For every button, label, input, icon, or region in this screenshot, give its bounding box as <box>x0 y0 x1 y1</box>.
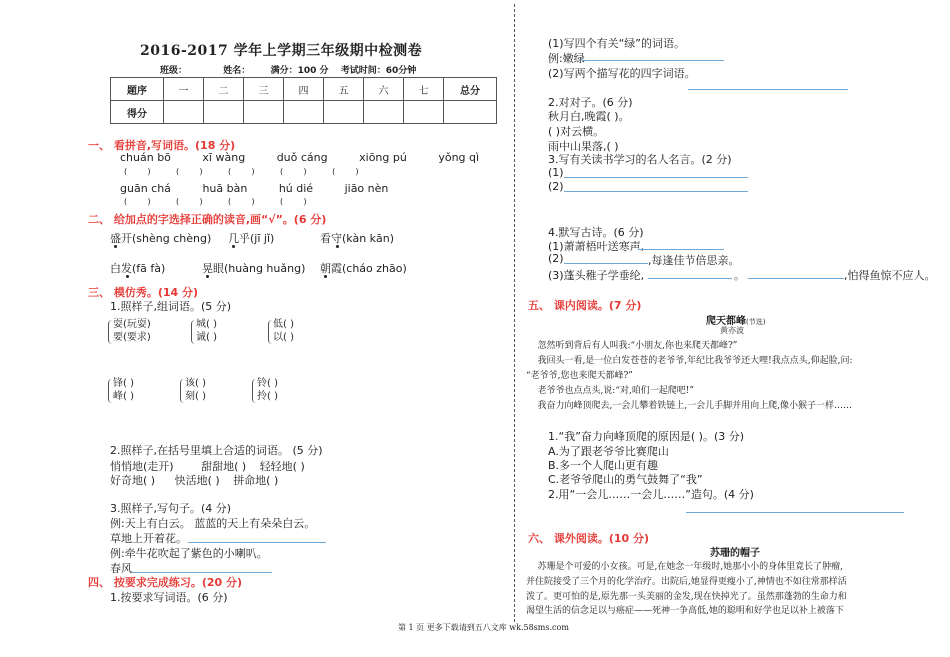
quote-1-label: (1) <box>548 166 564 179</box>
score-cell[interactable] <box>324 101 364 124</box>
name-label: 姓名： <box>223 66 251 76</box>
word-item[interactable]: 该( ) <box>185 378 206 389</box>
word-item[interactable]: 以( ) <box>273 332 294 343</box>
section-2-title: 二、 给加点的字选择正确的读音,画“√”。(6 分) <box>88 213 327 226</box>
answer-line[interactable] <box>748 278 844 279</box>
word-group[interactable] <box>185 377 206 403</box>
emphasis-dot <box>114 245 117 248</box>
score-header-cell: 二 <box>204 78 244 101</box>
poem-line-2-suffix: ,每逢佳节倍思亲。 <box>648 254 740 267</box>
score-table-header-row <box>111 78 497 101</box>
passage-1-title-text: 爬天都峰 <box>706 316 746 327</box>
section-6-title: 六、 课外阅读。(10 分) <box>528 532 650 545</box>
couplet-2[interactable]: ( )对云横。 <box>548 125 605 138</box>
quote-2-label: (2) <box>548 180 564 193</box>
q5-option-b[interactable]: B.多一个人爬山更有趣 <box>548 459 659 472</box>
couplet-3[interactable]: 雨中山果落,( ) <box>548 140 619 153</box>
poem-line-1: (1)萧萧梧叶送寒声, <box>548 240 645 253</box>
score-header-cell: 四 <box>284 78 324 101</box>
passage-1-author: 黄亦波 <box>720 326 744 335</box>
passage-2-line: 苏珊是个可爱的小女孩。可是,在她念一年级时,她那小小的身体里竟长了肿瘤, <box>526 562 844 572</box>
fill-item[interactable]: 快活地( ) <box>174 474 220 487</box>
passage-2-line: 渴望生活的信念足以与癌症——死神一争高低,她的聪明和好学也足以补上被落下 <box>526 606 844 616</box>
pinyin-word: yǒng qì <box>438 151 480 164</box>
score-table <box>110 77 497 124</box>
pinyin-word: jiāo nèn <box>344 182 389 195</box>
emphasis-dot <box>232 245 235 248</box>
answer-parens-row-1[interactable]: ( ) ( ) ( ) ( ) ( ) <box>124 167 359 176</box>
poem-line-3-mid: 。 <box>734 269 745 282</box>
passage-2-title: 苏珊的帽子 <box>710 548 760 559</box>
pinyin-word: huā bàn <box>202 182 248 195</box>
score-header-cell: 七 <box>404 78 444 101</box>
reading-choice-6[interactable]: 朝霞(cháo zhāo) <box>320 262 407 275</box>
answer-line[interactable] <box>564 191 748 192</box>
full-score-label: 满分：100 分 <box>270 66 329 76</box>
q4-2: 2.对对子。(6 分) <box>548 96 633 109</box>
emphasis-dot <box>336 245 339 248</box>
pinyin-word: guān chá <box>120 182 171 195</box>
pinyin-word: chuán bō <box>120 151 171 164</box>
score-header-cell: 五 <box>324 78 364 101</box>
page-footer: 第 1 页 更多下载请到五八文库 wk.58sms.com <box>398 623 569 632</box>
word-group[interactable] <box>273 318 294 344</box>
answer-line[interactable] <box>188 542 326 543</box>
example-sentence-2: 例:牵牛花吹起了紫色的小喇叭。 <box>110 547 268 560</box>
example-sentence-1: 例:天上有白云。 蓝蓝的天上有朵朵白云。 <box>110 517 316 530</box>
passage-1-line: 我回头一看,是一位白发苍苍的老爷爷,年纪比我爷爷还大哩!我点点头,仰起脸,问: <box>526 356 853 366</box>
section-5-title: 五、 课内阅读。(7 分) <box>528 299 642 312</box>
reading-choice-2[interactable]: 几乎(jī jǐ) <box>228 232 275 245</box>
sentence-prompt-1: 草地上开着花。 <box>110 532 187 545</box>
passage-2-line: 并住院接受了三个月的化学治疗。出院后,她显得更瘦小了,神情也不如往常那样活 <box>526 577 847 587</box>
score-header-cell: 一 <box>164 78 204 101</box>
word-item: 耍(玩耍) <box>113 319 151 330</box>
word-group <box>113 318 151 344</box>
score-cell[interactable] <box>204 101 244 124</box>
q5-1[interactable]: 1.“我”奋力向峰顶爬的原因是( )。(3 分) <box>548 430 745 443</box>
pinyin-word: duǒ cáng <box>276 151 328 164</box>
word-item[interactable]: 诚( ) <box>196 332 217 343</box>
answer-parens-row-2[interactable]: ( ) ( ) ( ) ( ) <box>124 197 307 206</box>
passage-1-note: (节选) <box>746 318 766 326</box>
pinyin-row-2 <box>120 182 388 195</box>
section-3-title: 三、 模仿秀。(14 分) <box>88 286 199 299</box>
q4-4: 4.默写古诗。(6 分) <box>548 226 644 239</box>
section-4-title: 四、 按要求完成练习。(20 分) <box>88 576 243 589</box>
word-group[interactable] <box>196 318 217 344</box>
passage-1-line: 我奋力向峰顶爬去,一会儿攀着铁链上,一会儿手脚并用向上爬,像小猴子一样…… <box>526 401 853 411</box>
question-3-1: 1.照样子,组词语。(5 分) <box>110 300 232 313</box>
passage-1-line: 忽然听到背后有人叫我:“小朋友,你也来爬天都峰?” <box>526 341 738 351</box>
q4-1-example: 例:嫩绿 <box>548 52 585 65</box>
emphasis-dot <box>206 275 209 278</box>
question-4-1: 1.按要求写词语。(6 分) <box>110 591 228 604</box>
answer-line[interactable] <box>638 249 724 250</box>
score-cell[interactable] <box>404 101 444 124</box>
q4-1-part-1: (1)写四个有关“绿”的词语。 <box>548 37 685 50</box>
word-item: 要(要求) <box>113 332 151 343</box>
reading-choice-1[interactable]: 盛开(shèng chèng) <box>110 232 212 245</box>
passage-2-line: 泼了。更可怕的是,原先那一头美丽的金发,现在快掉光了。虽然那蓬勃的生命力和 <box>526 592 847 602</box>
center-divider <box>514 4 515 622</box>
score-cell[interactable] <box>284 101 324 124</box>
couplet-1[interactable]: 秋月白,晚霞( )。 <box>548 110 630 123</box>
word-group[interactable] <box>257 377 278 403</box>
reading-choice-5[interactable]: 晃眼(huàng huǎng) <box>202 262 306 275</box>
reading-choice-3[interactable]: 看守(kàn kān) <box>320 232 395 245</box>
fill-item[interactable]: 甜甜地( ) <box>201 460 247 473</box>
score-header-cell: 六 <box>364 78 404 101</box>
score-header-cell: 题序 <box>111 78 164 101</box>
question-3-3: 3.照样子,写句子。(4 分) <box>110 502 232 515</box>
fill-item[interactable]: 悄悄地(走开) <box>110 460 174 473</box>
pinyin-word: hú dié <box>278 182 314 195</box>
word-item[interactable]: 城( ) <box>196 319 217 330</box>
passage-1-line: “老爷爷,您也来爬天都峰?” <box>526 371 633 381</box>
exam-title: 2016-2017 学年上学期三年级期中检测卷 <box>140 43 423 59</box>
score-header-cell: 三 <box>244 78 284 101</box>
poem-line-3-prefix: (3)蓬头稚子学垂纶, <box>548 269 645 282</box>
pinyin-row-1 <box>120 151 479 164</box>
sentence-prompt-2: 春风 <box>110 562 132 575</box>
word-group[interactable] <box>113 377 134 403</box>
answer-line[interactable] <box>132 572 272 573</box>
answer-line[interactable] <box>686 512 904 513</box>
q5-option-c[interactable]: C.老爷爷爬山的勇气鼓舞了“我” <box>548 473 703 486</box>
pinyin-word: xiōng pú <box>359 151 407 164</box>
q4-3: 3.写有关读书学习的名人名言。(2 分) <box>548 153 732 166</box>
word-item[interactable]: 刻( ) <box>185 391 206 402</box>
pinyin-word: xī wàng <box>202 151 246 164</box>
score-header-cell: 总分 <box>444 78 497 101</box>
word-item[interactable]: 铃( ) <box>257 378 278 389</box>
fill-item[interactable]: 轻轻地( ) <box>259 460 305 473</box>
answer-line[interactable] <box>564 177 748 178</box>
score-cell[interactable] <box>444 101 497 124</box>
answer-line[interactable] <box>564 263 648 264</box>
exam-time-label: 考试时间：60分钟 <box>340 66 417 76</box>
q4-1-part-2: (2)写两个描写花的四字词语。 <box>548 67 696 80</box>
word-item[interactable]: 峰( ) <box>113 391 134 402</box>
answer-line[interactable] <box>688 89 848 90</box>
answer-line[interactable] <box>648 278 732 279</box>
q5-option-a[interactable]: A.为了跟老爷爷比赛爬山 <box>548 445 669 458</box>
poem-line-2-prefix: (2) <box>548 252 564 265</box>
score-table-score-row <box>111 101 497 124</box>
reading-choice-4[interactable]: 白发(fā fà) <box>110 262 166 275</box>
q5-2: 2.用“一会儿……一会儿……”造句。(4 分) <box>548 488 754 501</box>
question-3-2: 2.照样子,在括号里填上合适的词语。 (5 分) <box>110 444 323 457</box>
word-item[interactable]: 锋( ) <box>113 378 134 389</box>
fill-item[interactable]: 拼命地( ) <box>233 474 279 487</box>
passage-1-line: 老爷爷也点点头,说:“对,咱们一起爬吧!” <box>526 386 695 396</box>
score-cell[interactable] <box>164 101 204 124</box>
word-item[interactable]: 拎( ) <box>257 391 278 402</box>
fill-item[interactable]: 好奇地( ) <box>110 474 156 487</box>
emphasis-dot <box>126 275 129 278</box>
emphasis-dot <box>324 275 327 278</box>
word-item[interactable]: 低( ) <box>273 319 294 330</box>
student-info-row <box>160 63 416 76</box>
poem-line-3-suffix: ,怕得鱼惊不应人。 <box>844 269 936 282</box>
score-cell[interactable] <box>244 101 284 124</box>
fill-row-2[interactable] <box>110 472 278 488</box>
score-cell[interactable] <box>364 101 404 124</box>
section-1-title: 一、 看拼音,写词语。(18 分) <box>88 139 236 152</box>
class-label: 班级： <box>160 66 188 76</box>
score-row-label: 得分 <box>111 101 164 124</box>
answer-line[interactable] <box>582 60 724 61</box>
